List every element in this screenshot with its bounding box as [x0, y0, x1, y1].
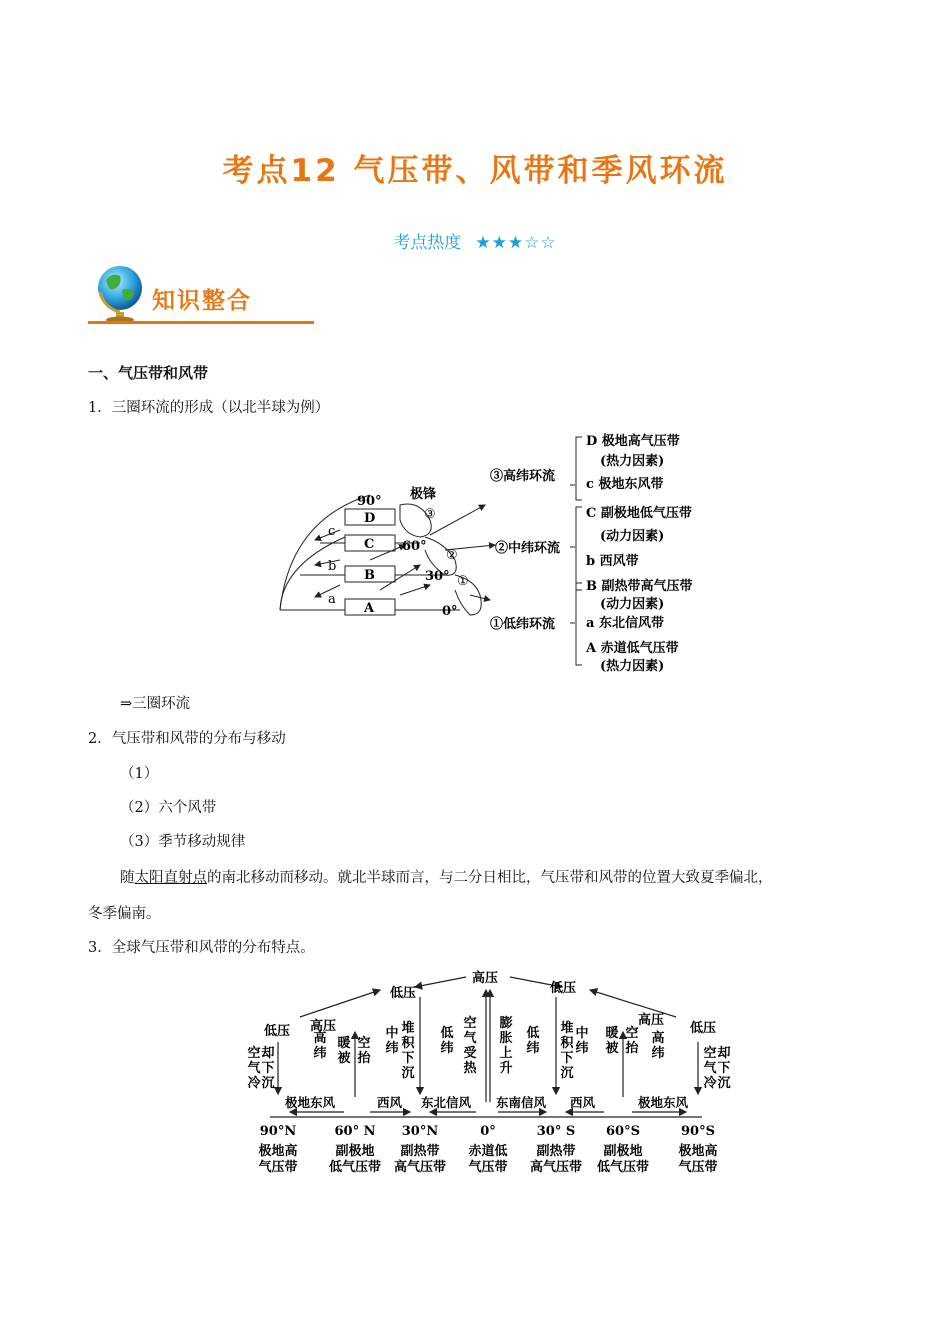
high-left: 高压: [310, 1019, 337, 1034]
low-far-right: 低压: [690, 1021, 717, 1036]
label-kongqi: 热: [463, 1061, 477, 1076]
latitude-label: 90°N: [259, 1124, 297, 1139]
para-pre: 随: [120, 870, 135, 886]
pressure-belt-label: 低气压带: [596, 1160, 650, 1175]
cell-2-mark: ②: [446, 548, 458, 563]
label-nuanbei-left: 抬: [357, 1051, 371, 1066]
box-d: D: [364, 511, 376, 526]
belt-d-note: (热力因素): [600, 454, 665, 469]
belt-c-note: (动力因素): [600, 529, 665, 544]
box-b: B: [364, 568, 375, 583]
heat-label: 考点热度: [393, 233, 462, 253]
label-nuanbei-left: 空: [357, 1036, 371, 1051]
banner-underline: [88, 321, 314, 324]
cell-1-mark: ①: [457, 574, 469, 589]
sub-item-2: （2）六个风带: [120, 800, 217, 816]
mid-lat-cell: ②中纬环流: [495, 541, 561, 556]
low-lat-cell: ①低纬环流: [490, 617, 556, 632]
section-heading: 一、气压带和风带: [88, 364, 209, 382]
movement-paragraph: [120, 868, 890, 888]
label-cold-right: 冷: [703, 1076, 717, 1091]
label-diwei-left: 纬: [440, 1041, 454, 1056]
pressure-belt-label: 气压带: [678, 1160, 718, 1175]
label-duiji-left: 沉: [401, 1066, 415, 1081]
label-zhongwei-left: 纬: [385, 1041, 399, 1056]
section-banner: 知识整合: [152, 288, 252, 314]
label-zhongwei-right: 纬: [575, 1041, 589, 1056]
label-nuanbei-left: 暖: [337, 1036, 351, 1051]
high-lat-cell: ③高纬环流: [490, 469, 556, 484]
label-pengzhang: 胀: [499, 1031, 513, 1046]
belt-b-note: (动力因素): [600, 597, 665, 612]
sub-item-1: （1）: [120, 766, 159, 782]
pressure-belt-label: 高气压带: [529, 1160, 583, 1175]
pressure-belt-label: 极地高: [678, 1144, 718, 1159]
label-cold-left: 冷: [247, 1076, 261, 1091]
label-cold-left: 空: [247, 1046, 261, 1061]
label-zhongwei-right: 中: [575, 1026, 589, 1041]
belt-a: A 赤道低气压带: [586, 641, 679, 656]
wind-b: b: [328, 559, 337, 574]
latitude-label: 0°: [480, 1124, 496, 1139]
label-cold-right: 空: [703, 1046, 717, 1061]
label-pengzhang: 升: [499, 1061, 513, 1076]
wind-c: c: [328, 524, 336, 539]
wind-se-trade: 东南信风: [496, 1095, 547, 1110]
label-duiji-right: 下: [560, 1051, 574, 1066]
label-cold-right: 却: [717, 1046, 731, 1061]
heat-stars: ★★★☆☆: [475, 233, 557, 253]
label-nuanbei-right: 被: [605, 1041, 619, 1056]
label-pengzhang: 膨: [499, 1016, 513, 1031]
label-cold-left: 沉: [261, 1076, 275, 1091]
latitude-labels: [260, 1124, 715, 1139]
latitude-label: 60° N: [334, 1124, 376, 1139]
pressure-belt-label: 副热带: [536, 1144, 576, 1159]
label-diwei-right: 纬: [526, 1041, 540, 1056]
belt-d: D 极地高气压带: [586, 434, 680, 449]
item-3: 3．全球气压带和风带的分布特点。: [88, 940, 315, 956]
high-right: 高压: [638, 1013, 665, 1028]
wind-west-s: 西风: [570, 1095, 596, 1110]
page-title: 考点12 气压带、风带和季风环流: [222, 153, 728, 189]
latitude-label: 90°S: [681, 1124, 715, 1139]
wind-a: a: [328, 592, 336, 607]
label-cold-left: 却: [261, 1046, 275, 1061]
label-gaowei-left: 高: [313, 1031, 327, 1046]
label-cold-right: 气: [703, 1061, 717, 1076]
wind-polar-n: 极地东风: [285, 1095, 336, 1110]
label-duiji-right: 沉: [560, 1066, 574, 1081]
globe-icon: [92, 262, 150, 324]
latitude-label: 60°S: [606, 1124, 640, 1139]
wind-ne-trade: 东北信风: [421, 1095, 472, 1110]
wind-west-n: 西风: [377, 1095, 403, 1110]
after-figure-1: ⇒三圈环流: [120, 696, 191, 712]
belt-c-wind: c 极地东风带: [586, 477, 664, 492]
label-diwei-left: 低: [440, 1026, 454, 1041]
label-cold-right: 下: [717, 1061, 731, 1076]
item-1: 1．三圈环流的形成（以北半球为例）: [88, 400, 330, 416]
pressure-belt-label: 气压带: [258, 1160, 298, 1175]
label-nuanbei-right: 暖: [605, 1026, 619, 1041]
label-gaowei-left: 纬: [313, 1046, 327, 1061]
belt-c: C 副极地低气压带: [586, 506, 692, 521]
belt-a-wind: a 东北信风带: [586, 616, 664, 631]
pressure-belt-label: 气压带: [468, 1160, 508, 1175]
label-nuanbei-right: 空: [625, 1026, 639, 1041]
low-right: 低压: [550, 981, 577, 996]
heat-rating: [0, 228, 950, 253]
lat-90-label: 90°: [357, 494, 382, 509]
movement-paragraph-line2: 冬季偏南。: [88, 906, 161, 922]
pressure-belt-diagram: [240, 962, 750, 1182]
top-high: 高压: [472, 971, 499, 986]
pressure-belt-label: 赤道低: [468, 1144, 508, 1159]
latitude-label: 30° S: [536, 1124, 576, 1139]
low-left: 低压: [390, 986, 417, 1001]
label-gaowei-right: 纬: [651, 1046, 665, 1061]
label-diwei-right: 低: [526, 1026, 540, 1041]
low-far-left: 低压: [264, 1024, 291, 1039]
para-key-term: 太阳直射点: [134, 870, 207, 886]
pressure-belt-label: 副热带: [400, 1144, 440, 1159]
pressure-belt-label: 高气压带: [393, 1160, 447, 1175]
label-duiji-left: 堆: [401, 1021, 415, 1036]
label-cold-left: 气: [247, 1061, 261, 1076]
latitude-label: 30°N: [401, 1124, 439, 1139]
pressure-belt-label: 极地高: [258, 1144, 298, 1159]
label-zhongwei-left: 中: [385, 1026, 399, 1041]
lat-0-label: 0°: [442, 604, 458, 619]
label-gaowei-right: 高: [651, 1031, 665, 1046]
lat-30-label: 30°: [425, 569, 450, 584]
box-a: A: [364, 601, 375, 616]
wind-polar-s: 极地东风: [638, 1095, 689, 1110]
label-cold-left: 下: [261, 1061, 275, 1076]
label-kongqi: 空: [463, 1016, 477, 1031]
belt-a-note: (热力因素): [600, 659, 665, 674]
item-2: 2．气压带和风带的分布与移动: [88, 731, 286, 747]
label-duiji-left: 下: [401, 1051, 415, 1066]
sub-item-3: （3）季节移动规律: [120, 834, 246, 850]
box-c: C: [364, 537, 375, 552]
para-post: 的南北移动而移动。就北半球而言，与二分日相比，气压带和风带的位置大致夏季偏北，: [207, 870, 773, 886]
pressure-belt-label: 低气压带: [328, 1160, 382, 1175]
cell-3-mark: ③: [424, 507, 436, 522]
belt-b-wind: b 西风带: [586, 554, 639, 569]
three-cell-diagram: [270, 425, 740, 680]
label-duiji-left: 积: [401, 1036, 415, 1051]
label-duiji-right: 堆: [560, 1021, 574, 1036]
label-duiji-right: 积: [560, 1036, 574, 1051]
label-kongqi: 受: [463, 1046, 477, 1061]
label-cold-right: 沉: [717, 1076, 731, 1091]
pressure-belt-label: 副极地: [603, 1144, 643, 1159]
label-nuanbei-right: 抬: [625, 1041, 639, 1056]
belt-labels: [257, 1143, 717, 1175]
lat-60-label: 60°: [402, 539, 427, 554]
belt-b: B 副热带高气压带: [586, 579, 693, 594]
label-kongqi: 气: [463, 1031, 477, 1046]
label-pengzhang: 上: [499, 1046, 513, 1061]
polar-front-label: 极锋: [410, 487, 437, 502]
label-nuanbei-left: 被: [337, 1051, 351, 1066]
pressure-belt-label: 副极地: [335, 1144, 375, 1159]
